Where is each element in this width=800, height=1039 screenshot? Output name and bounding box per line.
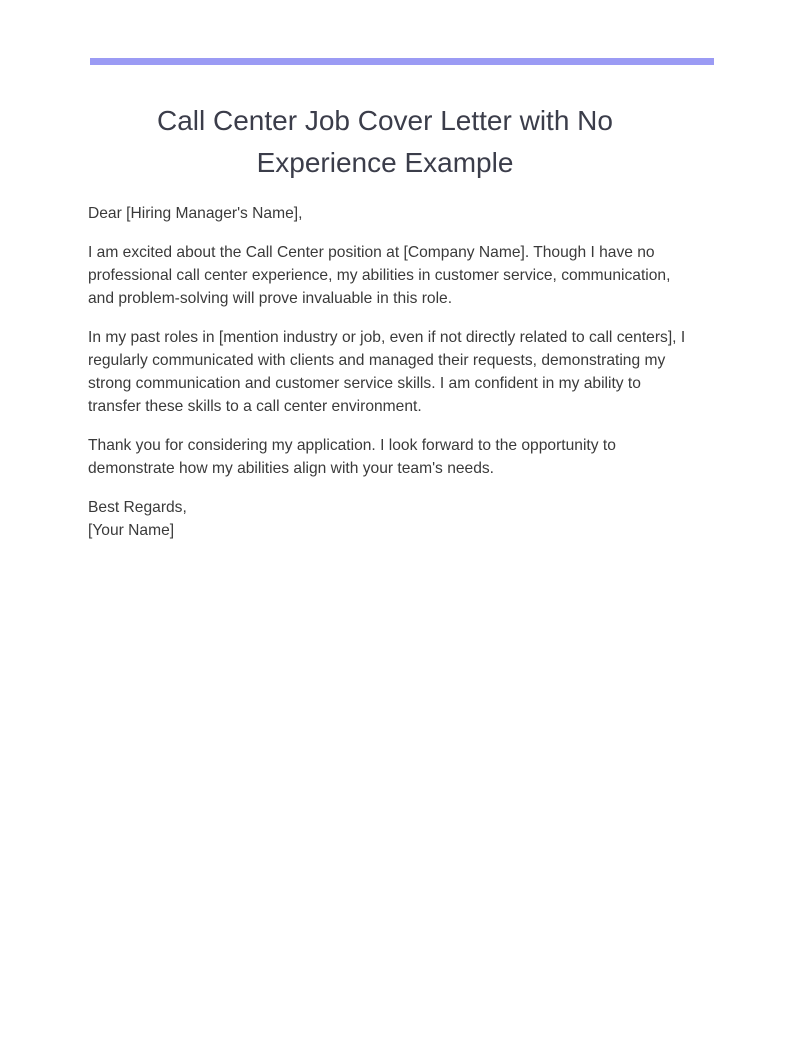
- paragraph-thanks: Thank you for considering my application. I look forward to the opportunity to demonstrate how my abilities align with your team's needs.: [88, 437, 616, 477]
- paragraph-intro: I am excited about the Call Center position at [Company Name]. Though I have no professional call center experience, my abilities in customer service, communication, and problem-solving will prove invaluable in this role.: [88, 244, 671, 307]
- salutation: Dear [Hiring Manager's Name],: [88, 205, 303, 222]
- signature: [Your Name]: [88, 522, 175, 539]
- paragraph-experience: In my past roles in [mention industry or job, even if not directly related to call centers], I regularly communicated with clients and managed their requests, demonstrating my strong communication and customer service skills. I am confident in my ability to transfer these skills to a call center environment.: [88, 329, 686, 415]
- header-accent-bar: [90, 58, 714, 65]
- page-title: Call Center Job Cover Letter with No Experience Example: [157, 105, 613, 178]
- letter-body: [88, 202, 688, 542]
- closing: Best Regards,: [88, 499, 187, 516]
